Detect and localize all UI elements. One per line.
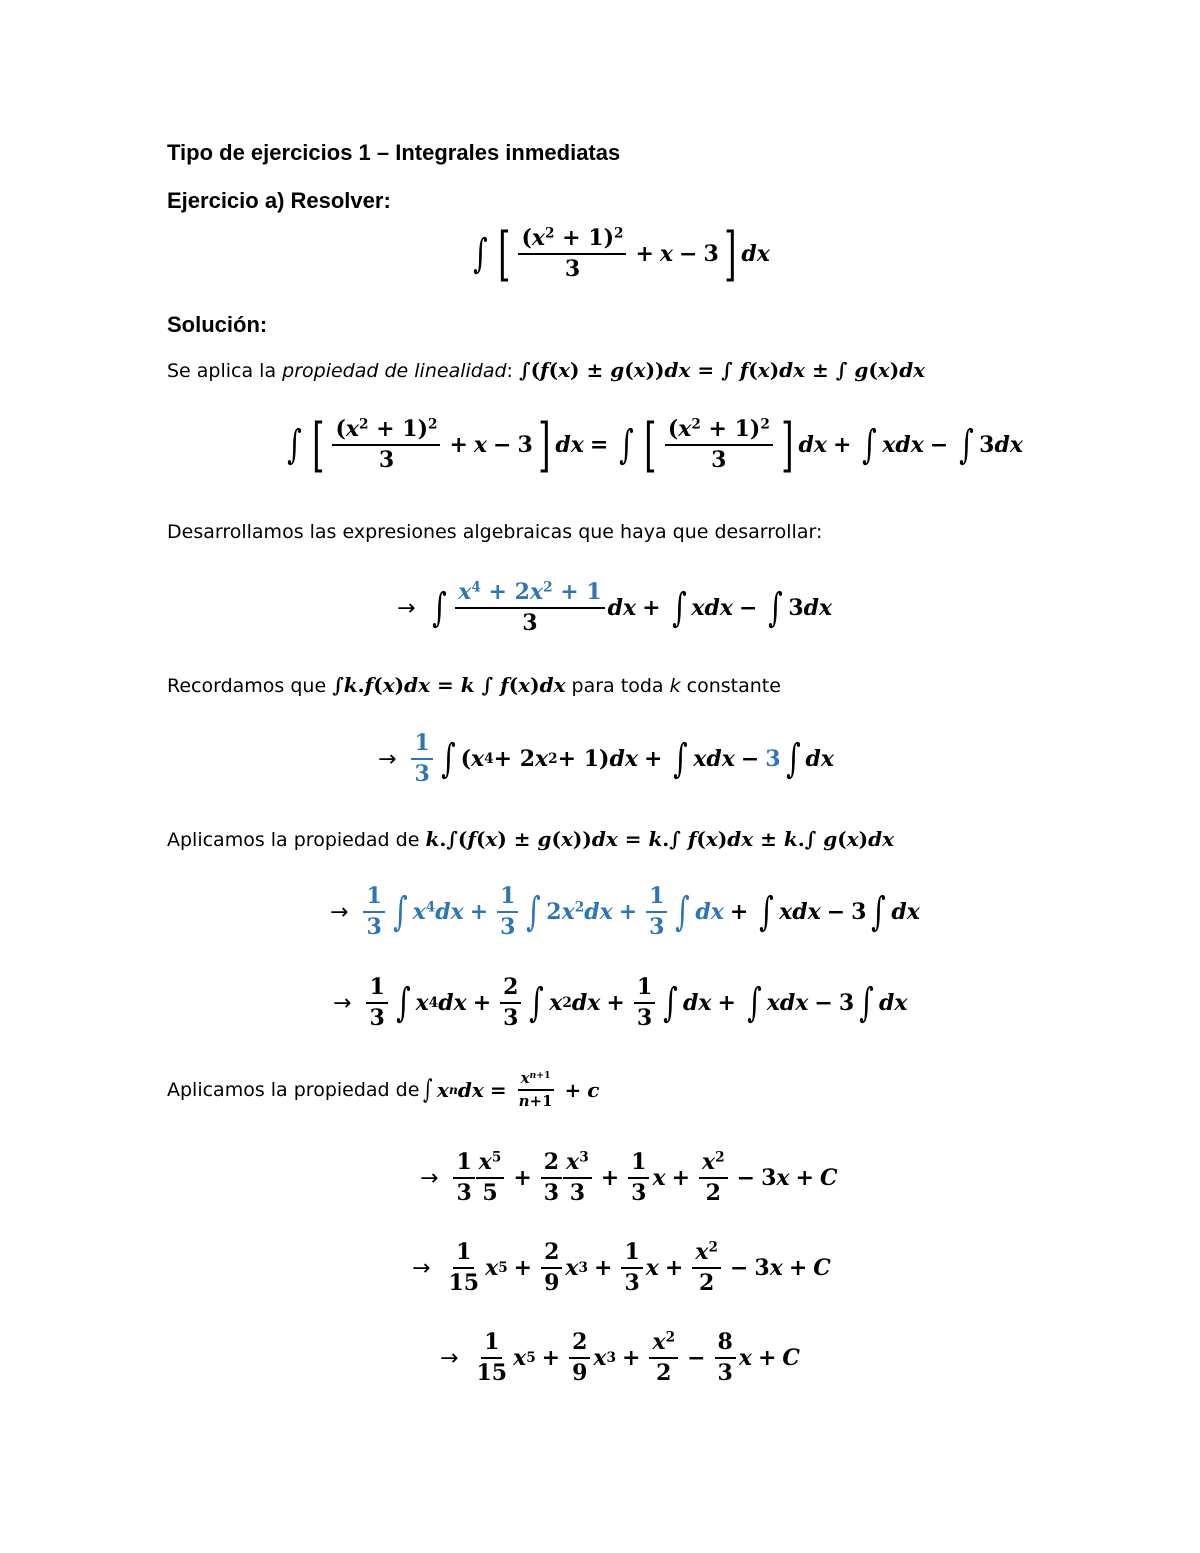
constant-middle: para toda (571, 675, 670, 697)
equation-simplified: → $\frac{1}{15}$ x 5 + $\frac{2}{9}$ x 3 + $\frac{1}{3}$ x + $\frac{x^2}{2}$ − 3 x + C (412, 1239, 831, 1297)
equation-distributed-blue: → $\frac{1}{3}$ ∫ $x^4dx$ + $\frac{1}{3}$ ∫ $2x^2dx$ + $\frac{1}{3}$ ∫ dx + ∫ xdx − 3 ∫ dx (330, 883, 920, 941)
equation-problem: ∫ [ $\frac{(x^2 + 1)^2}{3}$ + x − 3 ] dx (473, 220, 770, 288)
constant-suffix: constante (680, 675, 781, 697)
constant-k: k (669, 675, 681, 697)
equation-distributed: → $\frac{1}{3}$ ∫ x 4 dx + $\frac{2}{3}$ ∫ x 2 dx + $\frac{1}{3}$ ∫ dx + ∫ xdx − 3 ∫ dx (333, 974, 908, 1032)
solution-label: Solución: (167, 312, 268, 337)
k-linearity-prefix: Aplicamos la propiedad de (167, 829, 426, 851)
constant-prefix: Recordamos que (167, 675, 333, 697)
linearity-formula: ∫(f(x) ± g(x))dx = ∫ f(x)dx ± ∫ g(x)dx (518, 358, 926, 382)
power-rule-line (167, 1070, 599, 1111)
page-title: Tipo de ejercicios 1 – Integrales inmediatas (167, 140, 621, 165)
equation-linearity-split: ∫ [ $\frac{(x^2 + 1)^2}{3}$ + x − 3 ] dx = ∫ [ $\frac{(x^2 + 1)^2}{3}$ ] dx + ∫ xdx − ∫ 3 dx (287, 411, 1023, 479)
linearity-colon: : (506, 360, 513, 382)
linearity-prefix: Se aplica la (167, 360, 283, 382)
linearity-term: propiedad de linealidad (282, 360, 507, 382)
exercise-label: Ejercicio a) Resolver: (167, 188, 391, 213)
power-rule-prefix: Aplicamos la propiedad de (167, 1079, 420, 1102)
k-linearity-line (167, 827, 894, 851)
power-rule-formula: ∫ x n dx = $\frac{x^{n+1}}{n+1}$ + c (423, 1069, 600, 1111)
equation-constant-out: → $\frac{1}{3}$ ∫ ( x 4 + 2 x 2 + 1) dx + ∫ xdx − 3 ∫ dx (378, 730, 834, 788)
equation-integrated: → $\frac{1}{3}$ $\frac{x^5}{5}$ + $\frac{2}{3}$ $\frac{x^3}{3}$ + $\frac{1}{3}$ x + $\frac{x^2}{2}$ − 3 x + C (420, 1149, 838, 1207)
equation-final: → $\frac{1}{15}$ x 5 + $\frac{2}{9}$ x 3 + $\frac{x^2}{2}$ − $\frac{8}{3}$ x + C (440, 1329, 800, 1387)
k-linearity-formula: k.∫(f(x) ± g(x))dx = k.∫ f(x)dx ± k.∫ g(x)dx (425, 827, 895, 851)
linearity-property-line (167, 358, 925, 382)
constant-property-line (167, 673, 781, 697)
constant-formula: ∫k.f(x)dx = k ∫ f(x)dx (332, 673, 566, 697)
equation-developed: → ∫ $\frac{x^4 + 2x^2 + 1}{3}$ dx + ∫ xdx − ∫ 3 dx (397, 579, 833, 637)
step-develop-text: Desarrollamos las expresiones algebraicas que haya que desarrollar: (167, 521, 823, 543)
